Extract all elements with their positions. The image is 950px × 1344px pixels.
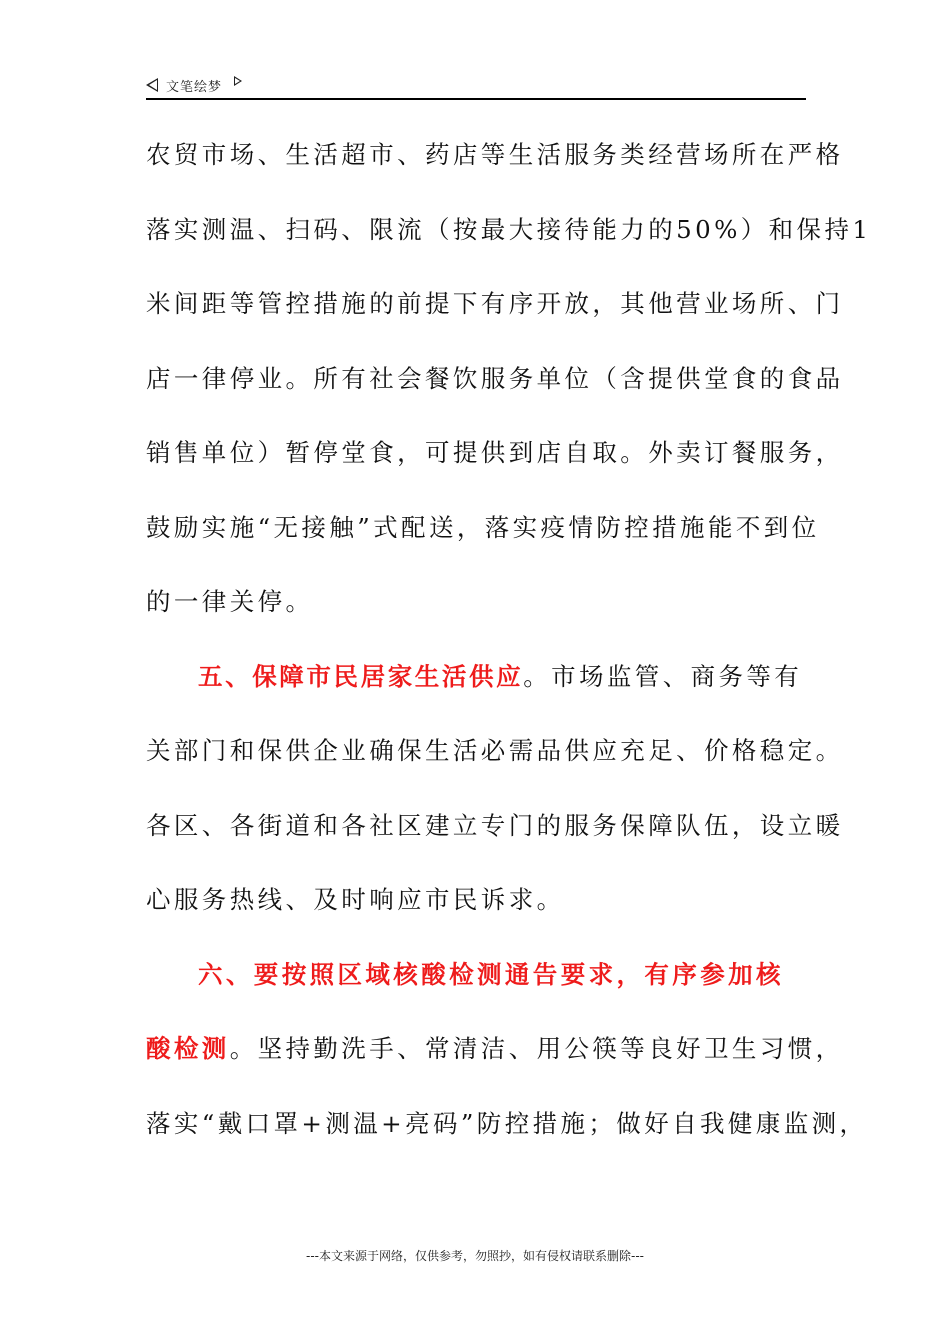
footer-disclaimer: ---本文来源于网络，仅供参考，勿照抄，如有侵权请联系删除--- xyxy=(306,1249,644,1263)
text-line: 落实测温、扫码、限流（按最大接待能力的50%）和保持1 xyxy=(146,214,872,244)
section-5-text-start: 。市场监管、商务等有 xyxy=(523,661,803,691)
document-body xyxy=(146,118,872,1161)
triangle-left-icon xyxy=(146,78,158,92)
page-header xyxy=(146,72,806,100)
section-6-text-start: 。坚持勤洗手、常清洁、用公筷等良好卫生习惯， xyxy=(229,1034,844,1063)
brand-name: 文笔绘梦 xyxy=(166,80,223,95)
section-6-heading-line xyxy=(146,938,808,1013)
text-line: 心服务热线、及时响应市民诉求。 xyxy=(146,885,565,914)
section-6-second-line xyxy=(146,1012,844,1087)
text-line: 关部门和保供企业确保生活必需品供应充足、价格稳定。 xyxy=(146,736,844,765)
text-line: 销售单位）暂停堂食，可提供到店自取。外卖订餐服务， xyxy=(146,438,844,467)
text-line: 米间距等管控措施的前提下有序开放，其他营业场所、门 xyxy=(146,289,844,318)
triangle-right-icon xyxy=(234,76,242,86)
text-line: 鼓励实施“无接触”式配送，落实疫情防控措施能不到位 xyxy=(146,512,820,542)
section-5-first-line xyxy=(146,640,808,715)
section-6-heading-part-2: 酸检测 xyxy=(146,1034,230,1063)
text-line: 店一律停业。所有社会餐饮服务单位（含提供堂食的食品 xyxy=(146,363,844,393)
section-6-heading-part-1: 六、要按照区域核酸检测通告要求，有序参加核 xyxy=(198,959,784,989)
section-5-heading: 五、保障市民居家生活供应 xyxy=(198,661,524,691)
text-line: 的一律关停。 xyxy=(146,587,314,616)
text-line: 落实“戴口罩+测温+亮码”防控措施；做好自我健康监测， xyxy=(146,1108,868,1138)
text-line: 农贸市场、生活超市、药店等生活服务类经营场所在严格 xyxy=(146,140,844,169)
text-line: 各区、各街道和各社区建立专门的服务保障队伍，设立暖 xyxy=(146,810,844,840)
